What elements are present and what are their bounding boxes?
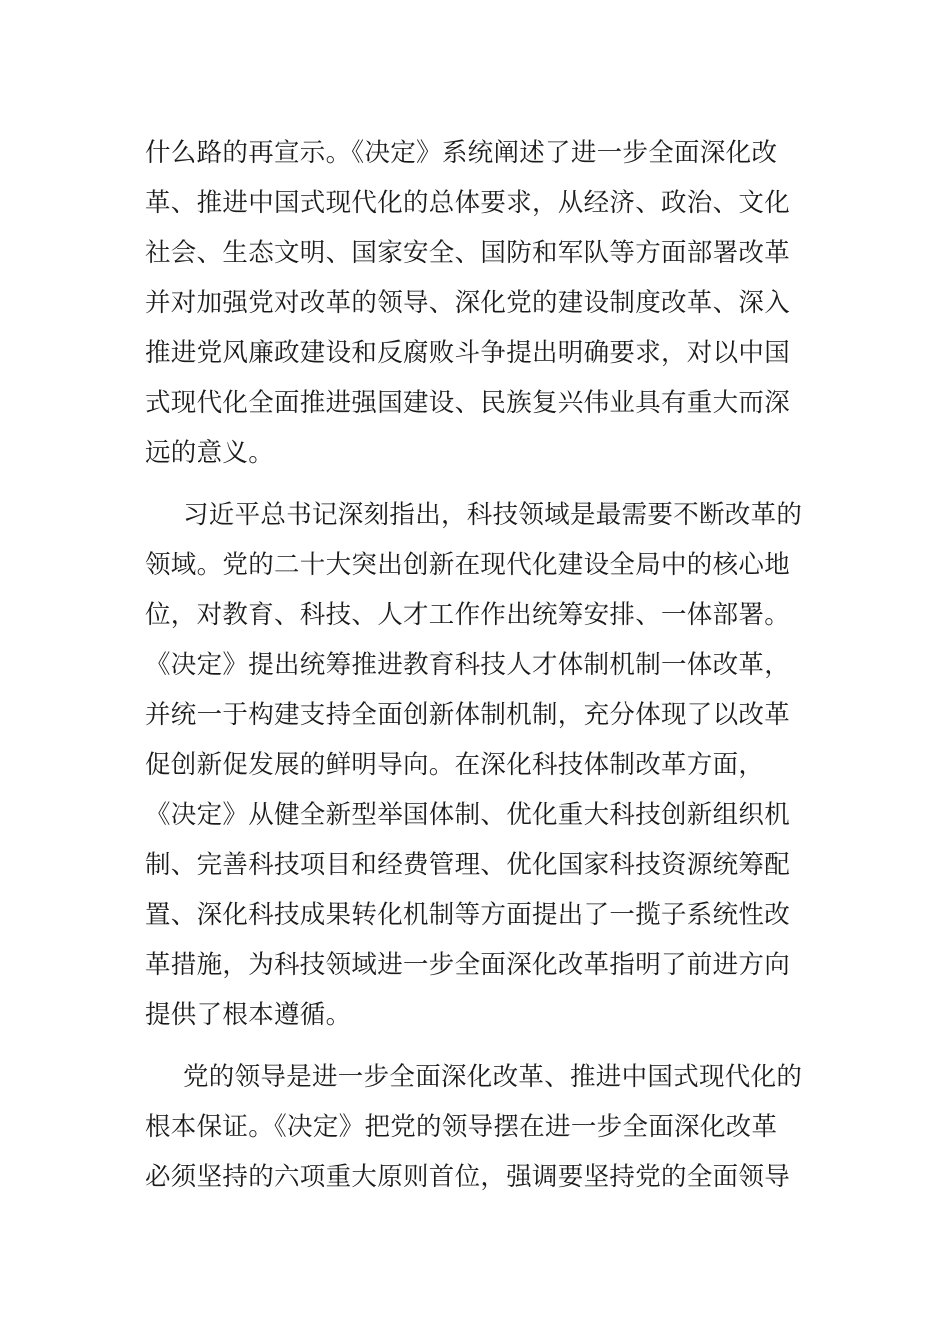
paragraph-2: [145, 490, 807, 1040]
text-line: 领域。党的二十大突出创新在现代化建设全局中的核心地: [145, 550, 791, 580]
text-line: 革、推进中国式现代化的总体要求，从经济、政治、文化: [145, 188, 791, 218]
paragraph-spacer: [145, 478, 807, 490]
text-line-first: 习近平总书记深刻指出，科技领域是最需要不断改革的: [183, 500, 803, 530]
text-line: 式现代化全面推进强国建设、民族复兴伟业具有重大而深: [145, 388, 791, 418]
text-line: 《决定》从健全新型举国体制、优化重大科技创新组织机: [145, 800, 791, 830]
text-line-first: 党的领导是进一步全面深化改革、推进中国式现代化的: [183, 1062, 803, 1092]
paragraph-spacer: [145, 1040, 807, 1052]
text-line: 位，对教育、科技、人才工作作出统筹安排、一体部署。: [145, 600, 791, 630]
text-line: 社会、生态文明、国家安全、国防和军队等方面部署改革: [145, 238, 791, 268]
text-line: 提供了根本遵循。: [145, 1000, 352, 1030]
text-line: 推进党风廉政建设和反腐败斗争提出明确要求，对以中国: [145, 338, 791, 368]
text-line: 根本保证。《决定》把党的领导摆在进一步全面深化改革: [145, 1112, 778, 1142]
text-line: 什么路的再宣示。《决定》系统阐述了进一步全面深化改: [145, 138, 778, 168]
text-line: 促创新促发展的鲜明导向。在深化科技体制改革方面，: [145, 750, 765, 780]
text-line: 革措施，为科技领域进一步全面深化改革指明了前进方向: [145, 950, 791, 980]
text-line: 远的意义。: [145, 438, 275, 468]
paragraph-1: [145, 128, 807, 478]
text-line: 置、深化科技成果转化机制等方面提出了一揽子系统性改: [145, 900, 791, 930]
text-line: 制、完善科技项目和经费管理、优化国家科技资源统筹配: [145, 850, 791, 880]
text-line: 并统一于构建支持全面创新体制机制，充分体现了以改革: [145, 700, 791, 730]
document-body: [145, 128, 807, 1202]
paragraph-3: [145, 1052, 807, 1202]
text-line: 并对加强党对改革的领导、深化党的建设制度改革、深入: [145, 288, 791, 318]
text-line: 必须坚持的六项重大原则首位，强调要坚持党的全面领导: [145, 1162, 791, 1192]
text-line: 《决定》提出统筹推进教育科技人才体制机制一体改革，: [145, 650, 791, 680]
